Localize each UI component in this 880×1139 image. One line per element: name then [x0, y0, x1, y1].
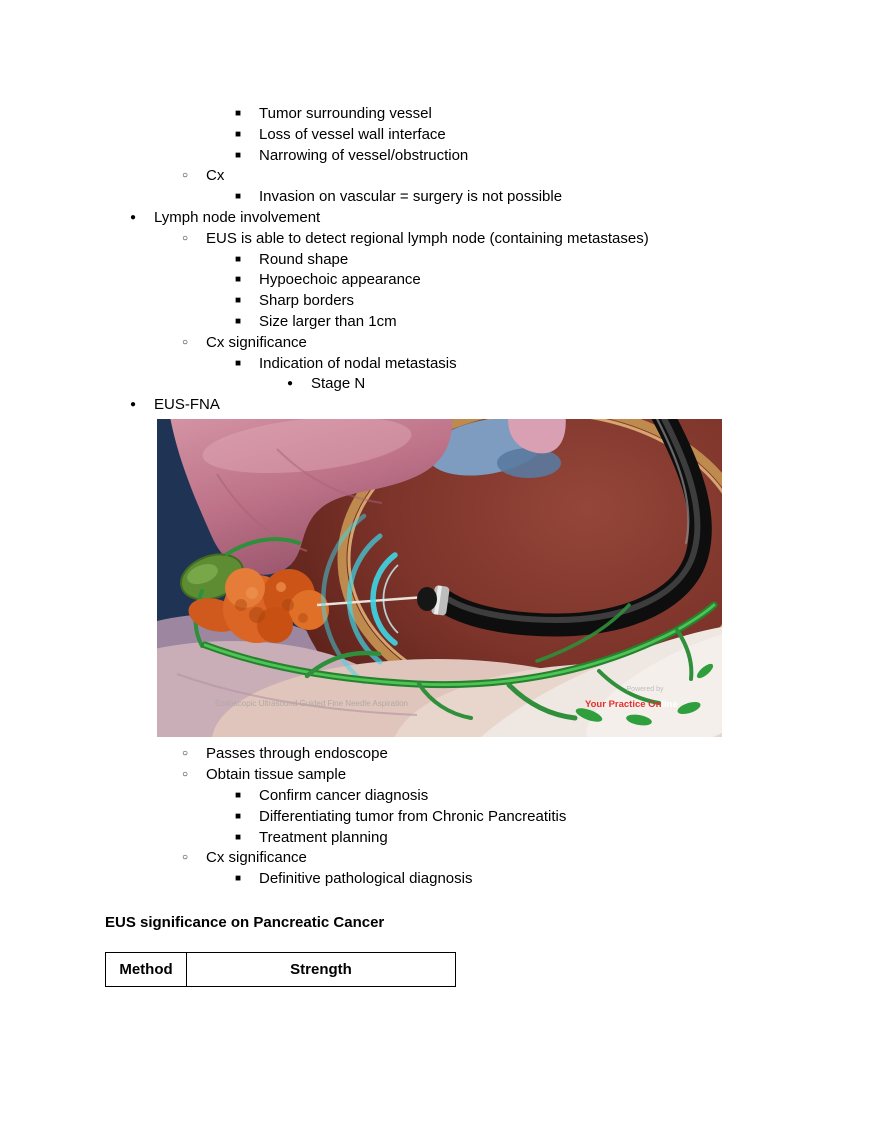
list-item: [105, 250, 777, 271]
list-item-text: Hypoechoic appearance: [259, 271, 421, 289]
bullet-marker: ■: [235, 128, 242, 140]
list-item-text: Indication of nodal metastasis: [259, 354, 457, 372]
list-item: [105, 374, 777, 395]
list-item: [105, 395, 777, 416]
list-item-text: Differentiating tumor from Chronic Pancreatitis: [259, 807, 567, 825]
table-header-method: Method: [106, 953, 187, 987]
list-item: [105, 848, 777, 869]
bullet-marker: ■: [235, 149, 242, 161]
bullet-marker: ●: [130, 399, 137, 411]
list-item: [105, 765, 777, 786]
bullet-list-top: [105, 104, 777, 416]
bullet-marker: ○: [182, 852, 189, 864]
figure-brand-watermark: [585, 699, 678, 710]
list-item-text: Sharp borders: [259, 292, 355, 310]
bullet-marker: ■: [235, 831, 242, 843]
endoscope-tip: [417, 587, 437, 611]
document-content: [105, 104, 777, 987]
list-item-text: Cx: [206, 167, 225, 185]
bullet-marker: ■: [235, 790, 242, 802]
bullet-marker: ○: [182, 336, 189, 348]
list-item: [105, 869, 777, 890]
list-item-text: Round shape: [259, 250, 349, 268]
bullet-marker: ○: [182, 748, 189, 760]
list-item-text: Loss of vessel wall interface: [259, 125, 446, 143]
figure-powered-by-label: Powered by: [626, 685, 664, 693]
figure-brand-white-part: line: [661, 698, 678, 710]
figure-caption: Endoscopic Ultrasound Guided Fine Needle Aspiration: [215, 698, 409, 708]
list-item-text: Confirm cancer diagnosis: [259, 787, 429, 805]
bullet-marker: ●: [287, 378, 294, 390]
bullet-marker: ■: [235, 315, 242, 327]
bullet-list-bottom: [105, 744, 777, 890]
list-item-text: Size larger than 1cm: [259, 312, 397, 330]
table-header-row: [106, 953, 456, 987]
list-item-text: Tumor surrounding vessel: [259, 105, 432, 122]
list-item: [105, 828, 777, 849]
list-item: [105, 125, 777, 146]
bullet-marker: ■: [235, 274, 242, 286]
list-item-text: Passes through endoscope: [206, 745, 388, 763]
list-item: [105, 208, 777, 229]
list-item-text: Invasion on vascular = surgery is not possible: [259, 188, 563, 206]
table-header-strength: Strength: [187, 953, 456, 987]
list-item: [105, 104, 777, 125]
list-item: [105, 166, 777, 187]
list-item-text: Stage N: [311, 375, 366, 393]
bullet-marker: ■: [235, 295, 242, 307]
bullet-marker: ■: [235, 108, 242, 119]
bullet-marker: ■: [235, 873, 242, 885]
section-heading: EUS significance on Pancreatic Cancer: [105, 914, 385, 932]
bullet-marker: ■: [235, 810, 242, 822]
list-item: [105, 744, 777, 765]
list-item-text: Obtain tissue sample: [206, 766, 347, 784]
list-item-text: Treatment planning: [259, 828, 388, 846]
list-item: [105, 146, 777, 167]
list-item: [105, 333, 777, 354]
eus-fna-figure: [157, 419, 722, 737]
list-item: [105, 187, 777, 208]
list-item-text: Cx significance: [206, 849, 307, 867]
list-item: [105, 786, 777, 807]
bullet-marker: ○: [182, 769, 189, 781]
bullet-marker: ○: [182, 232, 189, 244]
bullet-marker: ■: [235, 357, 242, 369]
bullet-marker: ○: [182, 170, 189, 182]
list-item-text: EUS is able to detect regional lymph node (containing metastases): [206, 229, 649, 247]
list-item-text: EUS-FNA: [154, 396, 220, 414]
bullet-marker: ■: [235, 191, 242, 203]
list-item-text: Definitive pathological diagnosis: [259, 870, 473, 888]
bullet-marker: ■: [235, 253, 242, 265]
list-item-text: Cx significance: [206, 333, 307, 351]
vein-shadow: [497, 448, 561, 478]
list-item-text: Narrowing of vessel/obstruction: [259, 146, 469, 164]
list-item: [105, 354, 777, 375]
list-item: [105, 229, 777, 250]
bullet-marker: ●: [130, 211, 137, 223]
list-item: [105, 270, 777, 291]
list-item: [105, 807, 777, 828]
list-item: [105, 291, 777, 312]
list-item: [105, 312, 777, 333]
eus-fna-illustration: [157, 419, 722, 737]
list-item-text: Lymph node involvement: [154, 208, 321, 226]
figure-brand-red-part: Your Practice On: [585, 698, 662, 710]
eus-significance-table: [105, 952, 456, 987]
